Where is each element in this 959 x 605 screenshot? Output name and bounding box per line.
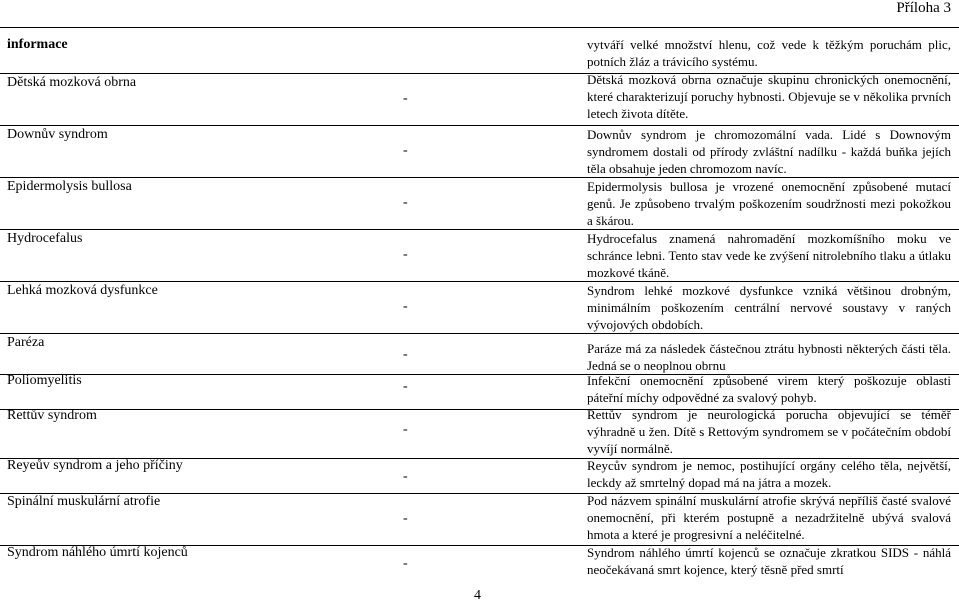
dash: - [403, 469, 408, 484]
table-row [0, 494, 959, 546]
term-label: Syndrom náhlého úmrtí kojenců [7, 545, 188, 560]
term-description: Pod názvem spinální muskulární atrofie skrývá nepříliš časté svalové onemocnění, při kterém postupně a nezadržitelně ubývá svalová hmota a které je progresivní a neléčitelné. [587, 493, 951, 542]
term-label: Poliomyelitis [7, 373, 82, 388]
page-label: Příloha 3 [896, 0, 951, 16]
table-row [0, 27, 959, 74]
term-description: Downův syndrom je chromozomální vada. Lidé s Downovým syndromem dostali od přírody zvláštní nadílku - každá buňka jejích těla obsahuje jeden chromozom navíc. [587, 127, 951, 176]
dash: - [403, 195, 408, 210]
table-row [0, 334, 959, 375]
term-label: Rettův syndrom [7, 408, 97, 423]
term-description: Reycův syndrom je nemoc, postihující orgány celého těla, největší, leckdy až smrtelný dopad má na játra a mozek. [587, 458, 951, 490]
term-label: informace [7, 37, 68, 52]
term-description: Rettův syndrom je neurologická porucha objevující se téměř výhradně u žen. Dítě s Rettovým syndromem se v počátečním období vyvíjí normálně. [587, 407, 951, 456]
dash: - [403, 347, 408, 362]
dash: - [403, 143, 408, 158]
table-row [0, 375, 959, 410]
dash: - [403, 299, 408, 314]
table-row [0, 407, 959, 459]
term-label: Paréza [7, 335, 45, 350]
table-row [0, 230, 959, 282]
term-label: Spinální muskulární atrofie [7, 494, 161, 509]
dash: - [403, 91, 408, 106]
dash: - [403, 556, 408, 571]
dash: - [403, 511, 408, 526]
term-description: Paráze má za následek částečnou ztrátu hybnosti některých části těla. Jedná se o neoplnou obrnu [587, 341, 951, 373]
term-description: Infekční onemocnění způsobené virem který poškozuje oblasti páteřní míchy odpovědné za svalový pohyb. [587, 373, 951, 405]
term-label: Lehká mozková dysfunkce [7, 283, 158, 298]
term-description: Syndrom náhlého úmrtí kojenců se označuje zkratkou SIDS - náhlá neočekávaná smrt kojence, který těsně před smrtí [587, 545, 951, 577]
table-row [0, 546, 959, 582]
term-description: Epidermolysis bullosa je vrozené onemocnění způsobené mutací genů. Je způsobeno trvalým poškozením soudržnosti mezi pokožkou a škárou. [587, 179, 951, 228]
table-row [0, 282, 959, 334]
dash: - [403, 247, 408, 262]
term-description: Syndrom lehké mozkové dysfunkce vzniká většinou drobným, minimálním poškozením centrální nervové soustavy v raných vývojových obdobích. [587, 283, 951, 332]
table-row [0, 178, 959, 230]
term-label: Dětská mozková obrna [7, 75, 137, 90]
term-label: Epidermolysis bullosa [7, 179, 132, 194]
table-row [0, 74, 959, 126]
term-label: Downův syndrom [7, 127, 108, 142]
term-description: Hydrocefalus znamená nahromadění mozkomíšního moku ve schránce lebni. Tento stav vede ke zvýšení nitrolebního tlaku a útlaku mozkové tkáně. [587, 231, 951, 280]
term-label: Hydrocefalus [7, 231, 83, 246]
table-row [0, 126, 959, 178]
dash: - [403, 422, 408, 437]
term-label: Reyeův syndrom a jeho příčiny [7, 458, 183, 473]
page-number: 4 [474, 588, 481, 603]
term-description: vytváří velké množství hlenu, což vede k těžkým poruchám plic, potních žláz a trávicího systému. [587, 37, 951, 69]
term-description: Dětská mozková obrna označuje skupinu chronických onemocnění, které charakterizují poruchy hybnosti. Objevuje se v několika prvních letech života dítěte. [587, 72, 951, 121]
dash: - [403, 379, 408, 394]
table-row [0, 459, 959, 494]
